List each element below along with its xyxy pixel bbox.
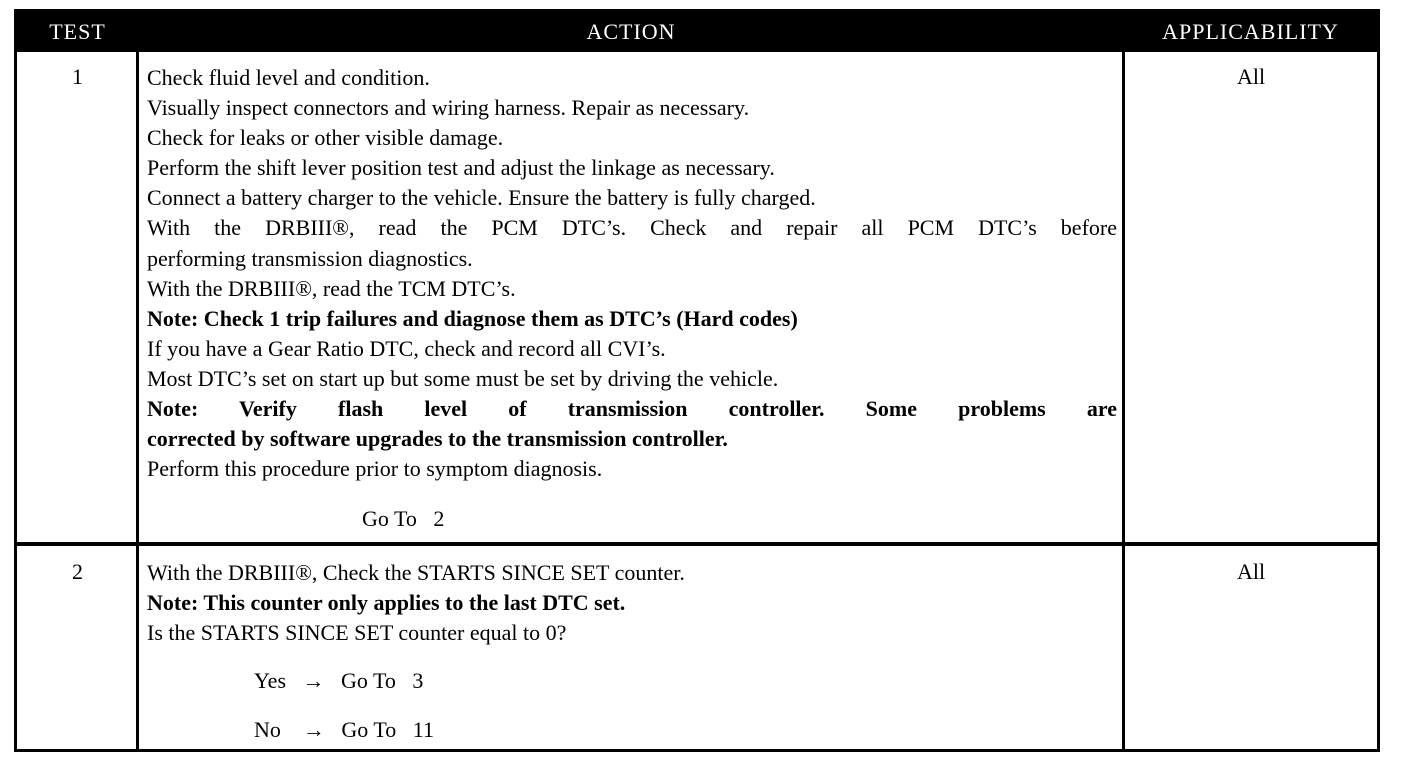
action-line: Perform the shift lever position test and adjust the linkage as necessary. [147, 155, 775, 181]
header-applicability: APPLICABILITY [1162, 19, 1339, 44]
table-header [17, 12, 1377, 52]
table-row [17, 542, 1377, 752]
note-line: Note: Verify flash level of transmission controller. Some problems are [147, 396, 1117, 422]
header-action: ACTION [586, 19, 676, 44]
action-line: Perform this procedure prior to symptom diagnosis. [147, 456, 603, 482]
no-goto: No → Go To 11 [254, 717, 434, 742]
diagnostic-table [14, 9, 1380, 752]
action-line: With the DRBIII®, Check the STARTS SINCE SET counter. [147, 560, 685, 585]
note-line: Note: This counter only applies to the last DTC set. [147, 590, 626, 616]
action-line: With the DRBIII®, read the PCM DTC’s. Check and repair all PCM DTC’s before [147, 215, 1117, 241]
applicability-value: All [1236, 559, 1266, 584]
action-line: Connect a battery charger to the vehicle. Ensure the battery is fully charged. [147, 185, 816, 211]
yes-goto: Yes → Go To 3 [254, 668, 424, 693]
action-line: performing transmission diagnostics. [147, 245, 473, 271]
note-line: corrected by software upgrades to the transmission controller. [147, 426, 728, 452]
action-line: Most DTC’s set on start up but some must be set by driving the vehicle. [147, 365, 779, 391]
action-line: Check fluid level and condition. [147, 65, 430, 90]
goto-step: Go To 2 [362, 506, 445, 531]
test-number: 2 [72, 559, 83, 584]
header-test: TEST [49, 19, 106, 44]
action-line: If you have a Gear Ratio DTC, check and record all CVI’s. [147, 335, 666, 361]
action-line: Visually inspect connectors and wiring harness. Repair as necessary. [147, 95, 750, 121]
action-line: Check for leaks or other visible damage. [147, 125, 504, 151]
action-cell [147, 558, 1117, 648]
note-line: Note: Check 1 trip failures and diagnose them as DTC’s (Hard codes) [147, 305, 798, 331]
test-number: 1 [72, 64, 83, 89]
action-cell [147, 63, 1117, 484]
applicability-value: All [1236, 64, 1266, 89]
action-line: Is the STARTS SINCE SET counter equal to 0? [147, 620, 567, 646]
action-line: With the DRBIII®, read the TCM DTC’s. [147, 275, 516, 301]
table-row [17, 52, 1377, 542]
